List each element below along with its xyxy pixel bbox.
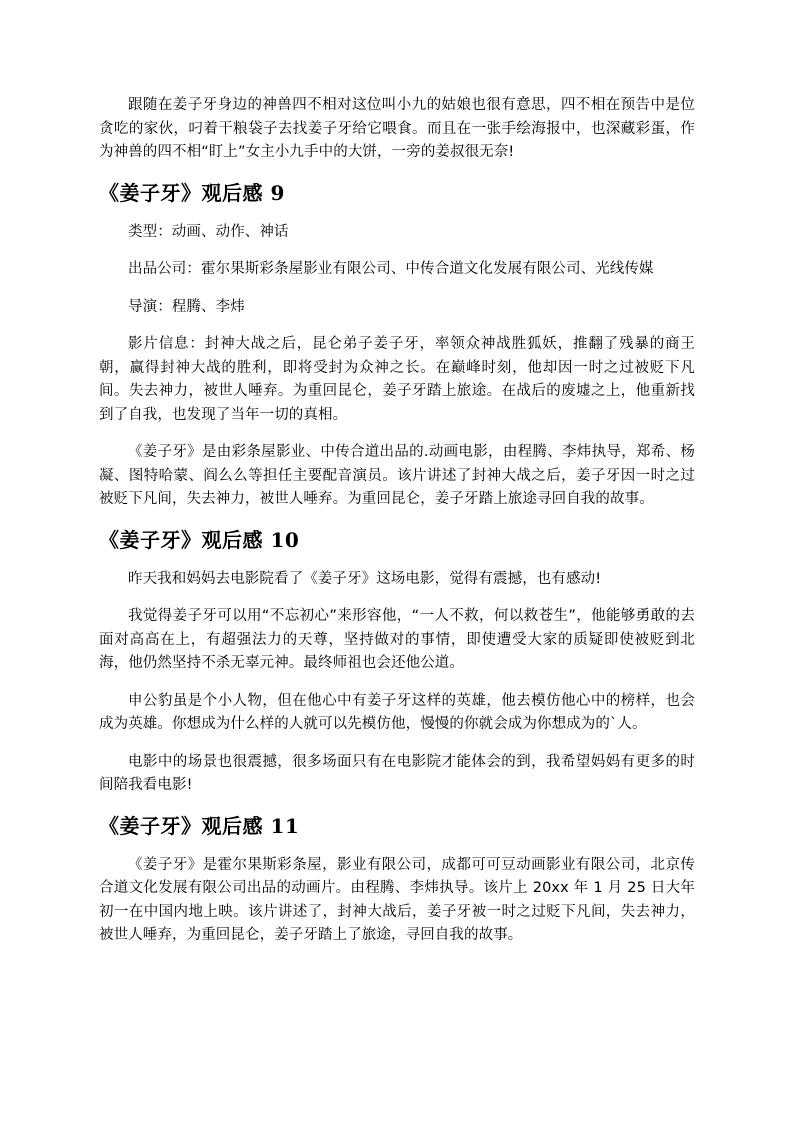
- section-11-title: 《姜子牙》观后感 11: [99, 813, 300, 838]
- section-10-paragraph-1: 昨天我和妈妈去电影院看了《姜子牙》这场电影，觉得有震撼，也有感动!: [128, 570, 602, 587]
- intro-paragraph: 跟随在姜子牙身边的神兽四不相对这位叫小九的姑娘也很有意思，四不相在预告中是位贪吃的家伙，叼着干粮袋子去找姜子牙给它喂食。而且在一张手绘海报中，也深藏彩蛋，作为神兽的四不相“盯上”女主小九手中的大饼，一旁的姜叔很无奈!: [99, 97, 695, 160]
- section-10-paragraph-4: 电影中的场景也很震撼，很多场面只有在电影院才能体会的到，我希望妈妈有更多的时间陪我看电影!: [99, 753, 695, 793]
- section-10-paragraph-2: 我觉得姜子牙可以用“不忘初心”来形容他，“一人不救，何以救苍生”，他能够勇敢的去面对高高在上，有超强法力的天尊，坚持做对的事情，即使遭受大家的质疑即使被贬到北海，他仍然坚持不杀无辜元神。最终师祖也会还他公道。: [99, 608, 695, 671]
- film-type: 类型：动画、动作、神话: [128, 223, 289, 240]
- section-10-paragraph-3: 申公豹虽是个小人物，但在他心中有姜子牙这样的英雄，他去模仿他心中的榜样，也会成为英雄。你想成为什么样的人就可以先模仿他，慢慢的你就会成为你想成为的`人。: [99, 692, 695, 732]
- film-info: 影片信息：封神大战之后，昆仑弟子姜子牙，率领众神战胜狐妖，推翻了残暴的商王朝，赢得封神大战的胜利，即将受封为众神之长。在巅峰时刻，他却因一时之过被贬下凡间。失去神力，被世人唾弃。为重回昆仑，姜子牙踏上旅途。在战后的废墟之上，他重新找到了自我，也发现了当年一切的真相。: [99, 336, 695, 423]
- section-11-paragraph-1: 《姜子牙》是霍尔果斯彩条屋，影业有限公司，成都可可豆动画影业有限公司，北京传合道文化发展有限公司出品的动画片。由程腾、李炜执导。该片上 20xx 年 1 月 25 日大年初一在中国内地上映。该片讲述了，封神大战后，姜子牙被一时之过贬下凡间，失去神力，被世人唾弃，为重回昆仑，姜子牙踏上了旅途，寻回自我的故事。: [99, 856, 695, 943]
- section-10-title: 《姜子牙》观后感 10: [99, 527, 300, 552]
- section-9-title: 《姜子牙》观后感 9: [99, 180, 285, 205]
- film-director: 导演：程腾、李炜: [128, 298, 245, 315]
- film-summary: 《姜子牙》是由彩条屋影业、中传合道出品的.动画电影，由程腾、李炜执导，郑希、杨凝、图特哈蒙、阎么么等担任主要配音演员。该片讲述了封神大战之后，姜子牙因一时之过被贬下凡间，失去神力，被世人唾弃。为重回昆仑，姜子牙踏上旅途寻回自我的故事。: [99, 444, 695, 507]
- film-company: 出品公司：霍尔果斯彩条屋影业有限公司、中传合道文化发展有限公司、光线传媒: [128, 261, 654, 277]
